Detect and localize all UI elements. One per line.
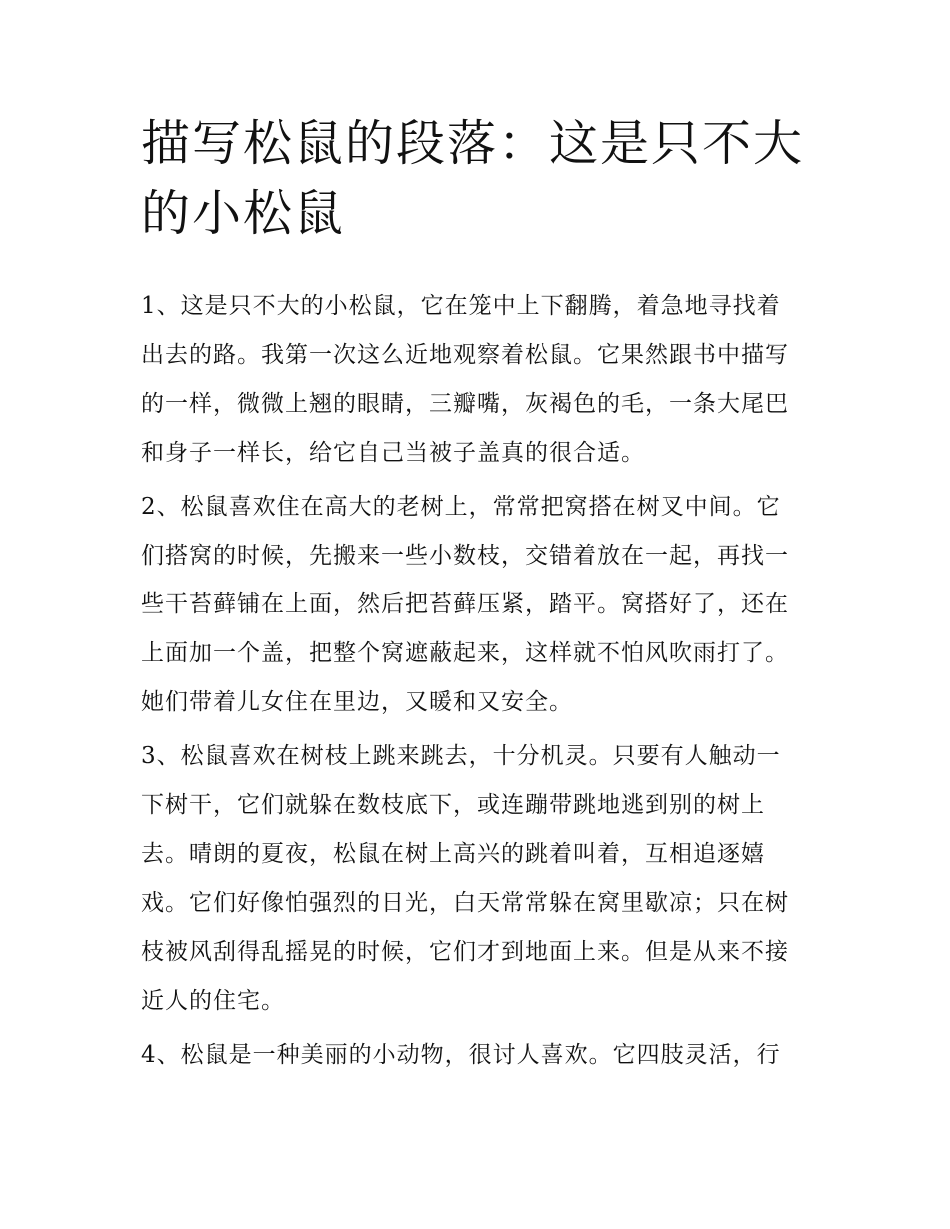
page-title [141,112,812,246]
paragraph-4 [141,1031,812,1080]
paragraph-line: 下树干，它们就躲在数枝底下，或连蹦带跳地逃到别的树上 [141,792,765,819]
paragraph-2 [141,483,812,728]
paragraph-line: 2、松鼠喜欢住在高大的老树上，常常把窝搭在树叉中间。它 [141,493,781,520]
paragraph-line: 些干苔藓铺在上面，然后把苔藓压紧，踏平。窝搭好了，还在 [141,591,789,618]
paragraph-line: 的一样，微微上翘的眼睛，三瓣嘴，灰褐色的毛，一条大尾巴 [141,390,789,417]
paragraph-line: 出去的路。我第一次这么近地观察着松鼠。它果然跟书中描写 [141,341,789,368]
paragraph-line: 戏。它们好像怕强烈的日光，白天常常躲在窝里歇凉；只在树 [141,889,789,916]
paragraph-3 [141,732,812,1025]
paragraph-line: 近人的住宅。 [141,987,285,1014]
paragraph-list [141,282,812,1080]
title-line: 描写松鼠的段落：这是只不大 [141,115,805,172]
paragraph-line: 们搭窝的时候，先搬来一些小数枝，交错着放在一起，再找一 [141,542,789,569]
title-line: 的小松鼠 [141,185,346,242]
paragraph-line: 4、松鼠是一种美丽的小动物，很讨人喜欢。它四肢灵活，行 [141,1041,781,1068]
paragraph-line: 上面加一个盖，把整个窝遮蔽起来，这样就不怕风吹雨打了。 [141,640,789,667]
paragraph-line: 去。晴朗的夏夜，松鼠在树上高兴的跳着叫着，互相追逐嬉 [141,840,765,867]
paragraph-line: 她们带着儿女住在里边，又暖和又安全。 [141,689,573,716]
paragraph-line: 枝被风刮得乱摇晃的时候，它们才到地面上来。但是从来不接 [141,938,789,965]
paragraph-1 [141,282,812,478]
paragraph-line: 和身子一样长，给它自己当被子盖真的很合适。 [141,439,645,466]
paragraph-line: 3、松鼠喜欢在树枝上跳来跳去，十分机灵。只要有人触动一 [141,743,781,770]
paragraph-line: 1、这是只不大的小松鼠，它在笼中上下翻腾，着急地寻找着 [141,293,781,319]
